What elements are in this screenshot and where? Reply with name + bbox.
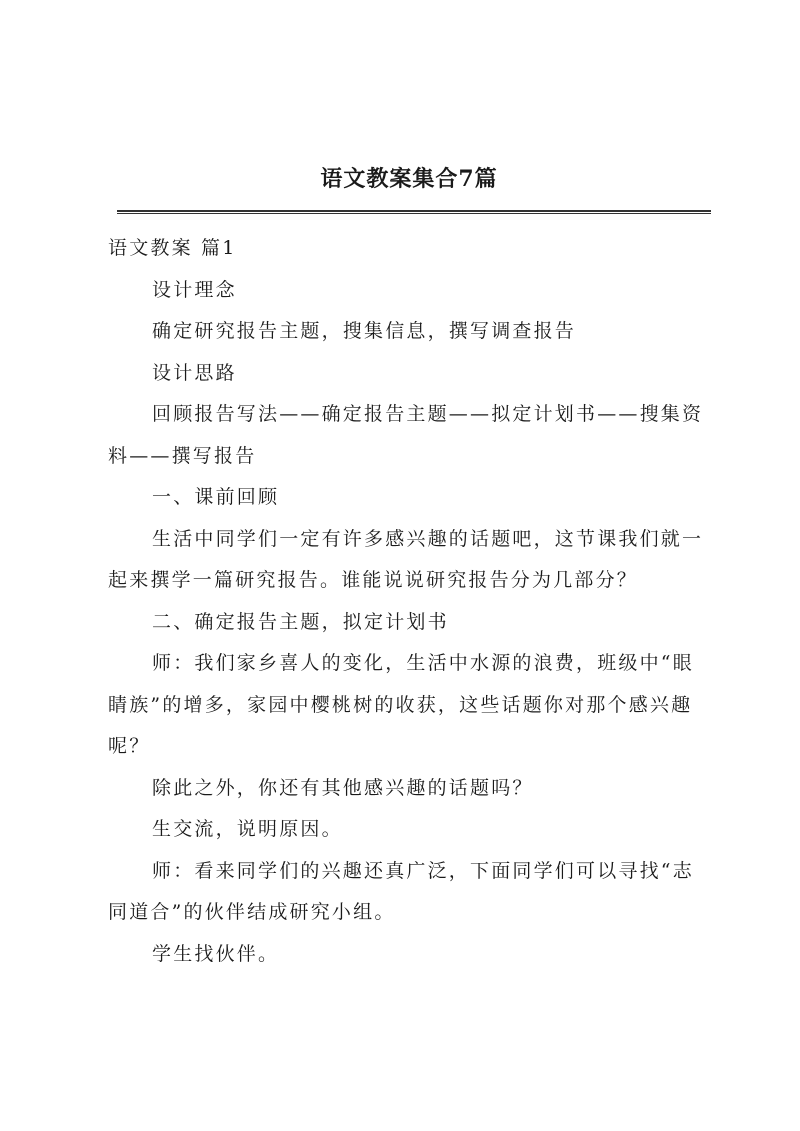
paragraph: 生交流，说明原因。 bbox=[152, 818, 343, 840]
document-title: 语文教案集合7篇 bbox=[320, 166, 498, 192]
paragraph: 回顾报告写法——确定报告主题——拟定计划书——搜集资料——撰写报告 bbox=[108, 403, 704, 467]
paragraph: 生活中同学们一定有许多感兴趣的话题吧，这节课我们就一起来撰学一篇研究报告。谁能说说研究报告分为几部分？ bbox=[108, 527, 704, 591]
paragraph: 学生找伙伴。 bbox=[152, 942, 280, 965]
paragraph: 确定研究报告主题，搜集信息，撰写调查报告 bbox=[152, 320, 577, 342]
paragraph: 设计理念 bbox=[152, 278, 237, 301]
paragraph: 师：我们家乡喜人的变化，生活中水源的浪费，班级中“眼睛族”的增多，家园中樱桃树的收获，这些话题你对那个感兴趣呢？ bbox=[108, 652, 694, 757]
section-heading: 语文教案 篇1 bbox=[108, 237, 237, 259]
paragraph: 一、课前回顾 bbox=[152, 486, 280, 508]
title-divider bbox=[117, 210, 711, 214]
paragraph: 设计思路 bbox=[152, 361, 237, 384]
document-body bbox=[108, 228, 713, 975]
paragraph: 除此之外，你还有其他感兴趣的话题吗？ bbox=[152, 776, 534, 799]
paragraph: 二、确定报告主题，拟定计划书 bbox=[152, 610, 449, 633]
paragraph: 师：看来同学们的兴趣还真广泛，下面同学们可以寻找“志同道合”的伙伴结成研究小组。 bbox=[108, 859, 694, 923]
